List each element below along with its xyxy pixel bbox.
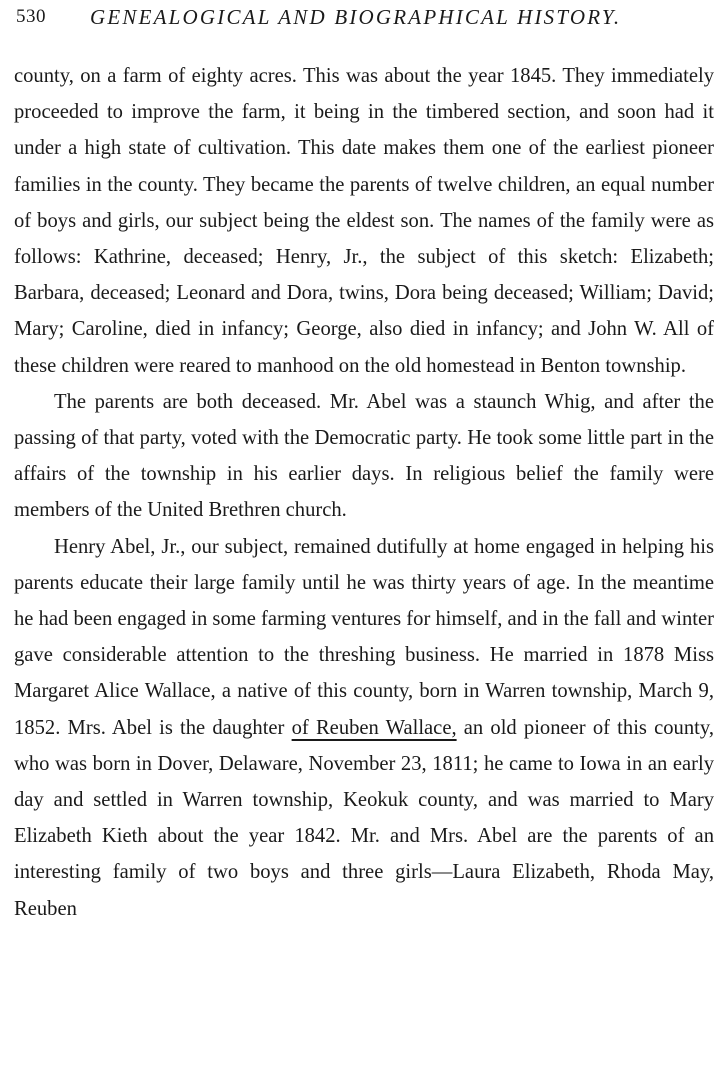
page-header	[16, 6, 706, 34]
paragraph-subject	[14, 529, 714, 927]
paragraph-parents: The parents are both deceased. Mr. Abel was a staunch Whig, and after the passing of that party, voted with the Democratic party. He took some little part in the affairs of the township in his earlier days. In religious belief the family were members of the United Brethren church.	[14, 390, 714, 522]
underlined-name: of Reuben Wallace,	[291, 716, 457, 739]
paragraph-subject-text-before: Henry Abel, Jr., our subject, remained dutifully at home engaged in helping his parents educate their large family until he was thirty years of age. In the meantime he had been engaged in some farming ventures for himself, and in the fall and winter gave considerable attention to the threshing business. He married in 1878 Miss Margaret Alice Wallace, a native of this county, born in Warren township, March 9, 1852. Mrs. Abel is the daughter	[14, 535, 714, 739]
body-text	[14, 58, 714, 927]
page-number: 530	[16, 6, 46, 27]
paragraph-family-history: county, on a farm of eighty acres. This was about the year 1845. They immediately proceeded to improve the farm, it being in the timbered section, and soon had it under a high state of cultivation. This date makes them one of the earliest pioneer families in the county. They became the parents of twelve children, an equal number of boys and girls, our subject being the eldest son. The names of the family were as follows: Kathrine, deceased; Henry, Jr., the subject of this sketch: Elizabeth; Barbara, deceased; Leonard and Dora, twins, Dora being deceased; William; David; Mary; Caroline, died in infancy; George, also died in infancy; and John W. All of these children were reared to manhood on the old homestead in Benton township.	[14, 65, 714, 377]
paragraph-subject-text-after: an old pioneer of this county, who was born in Dover, Delaware, November 23, 1811; he came to Iowa in an early day and settled in Warren township, Keokuk county, and was married to Mary Elizabeth Kieth about the year 1842. Mr. and Mrs. Abel are the parents of an interesting family of two boys and three girls—Laura Elizabeth, Rhoda May, Reuben	[14, 716, 714, 920]
running-title: GENEALOGICAL AND BIOGRAPHICAL HISTORY.	[90, 5, 622, 29]
